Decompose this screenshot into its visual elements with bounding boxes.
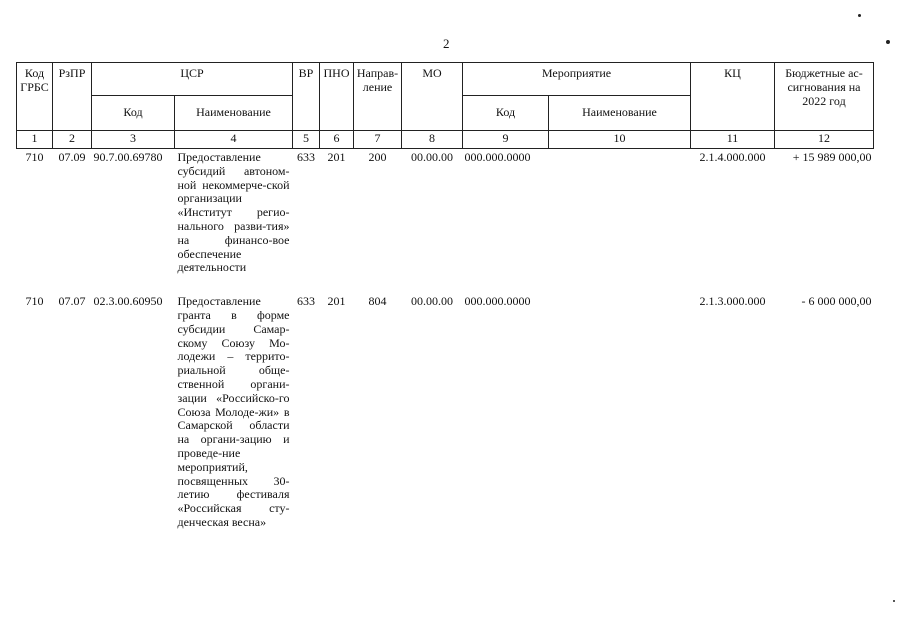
column-number: 6: [320, 131, 354, 149]
header-csr-name: Наименование: [175, 96, 293, 131]
grbs-cell: 710: [25, 294, 44, 309]
grbs-cell: 710: [25, 150, 44, 164]
vr-cell: 633: [297, 294, 315, 309]
header-event-name: Наименование: [549, 96, 691, 131]
vr-cell: 633: [297, 150, 315, 164]
header-vr: ВР: [293, 63, 320, 131]
rzpr-cell: 07.07: [58, 294, 86, 309]
mo-cell: 00.00.00: [411, 150, 453, 164]
scan-speck: [886, 40, 890, 44]
csr-name-cell: Предоставление субсидий автоном-ной некоммерче-ской организации «Институт регио-нального разви-тия» на финансо-вое обеспечение деятельности: [177, 150, 290, 275]
column-number: 1: [17, 131, 53, 149]
header-budget: Бюджетные ас-сигнования на 2022 год: [775, 63, 874, 131]
column-number: 7: [354, 131, 402, 149]
header-kc: КЦ: [691, 63, 775, 131]
column-number-row: [17, 131, 874, 149]
kc-cell: 2.1.4.000.000: [699, 150, 766, 164]
column-number: 11: [691, 131, 775, 149]
column-number: 9: [463, 131, 549, 149]
pno-cell: 201: [327, 294, 346, 309]
column-number: 3: [92, 131, 175, 149]
event-name-cell: [549, 293, 691, 532]
scan-speck: [858, 14, 861, 17]
amount-cell: + 15 989 000,00: [792, 150, 872, 164]
header-row: [17, 63, 874, 96]
header-event-code: Код: [463, 96, 549, 131]
kc-cell: 2.1.3.000.000: [699, 294, 766, 309]
column-number: 5: [293, 131, 320, 149]
csr-name-cell: Предоставление гранта в форме субсидии Самар-скому Союзу Мо-лодежи – террито-риальной обще-ственной органи-зации «Российско-го Союза Молоде-жи» в Самарской области на органи-зацию и проведе-ние мероприятий, посвященных 30-летию фестиваля «Российская сту-денческая весна»: [177, 294, 290, 529]
page-number: 2: [443, 36, 450, 51]
header-grbs: Код ГРБС: [17, 63, 53, 131]
direction-cell: 804: [368, 294, 387, 309]
table-row: [17, 149, 874, 278]
budget-table: [16, 62, 874, 532]
event-code-cell: 000.000.0000: [464, 150, 531, 164]
pno-cell: 201: [327, 150, 346, 164]
csr-code-cell: 90.7.00.69780: [93, 150, 163, 164]
header-pno: ПНО: [320, 63, 354, 131]
column-number: 8: [402, 131, 463, 149]
scan-speck: [893, 600, 895, 602]
rzpr-cell: 07.09: [58, 150, 86, 164]
header-event: Мероприятие: [463, 63, 691, 96]
event-code-cell: 000.000.0000: [464, 294, 531, 309]
header-csr: ЦСР: [92, 63, 293, 96]
table-row: [17, 293, 874, 532]
column-number: 2: [53, 131, 92, 149]
csr-code-cell: 02.3.00.60950: [93, 294, 163, 309]
header-mo: МО: [402, 63, 463, 131]
header-rzpr: РзПР: [53, 63, 92, 131]
direction-cell: 200: [368, 150, 387, 164]
column-number: 10: [549, 131, 691, 149]
header-csr-code: Код: [92, 96, 175, 131]
column-number: 4: [175, 131, 293, 149]
mo-cell: 00.00.00: [411, 294, 453, 309]
amount-cell: - 6 000 000,00: [801, 294, 872, 309]
column-number: 12: [775, 131, 874, 149]
event-name-cell: [549, 149, 691, 278]
header-direction: Направ-ление: [354, 63, 402, 131]
